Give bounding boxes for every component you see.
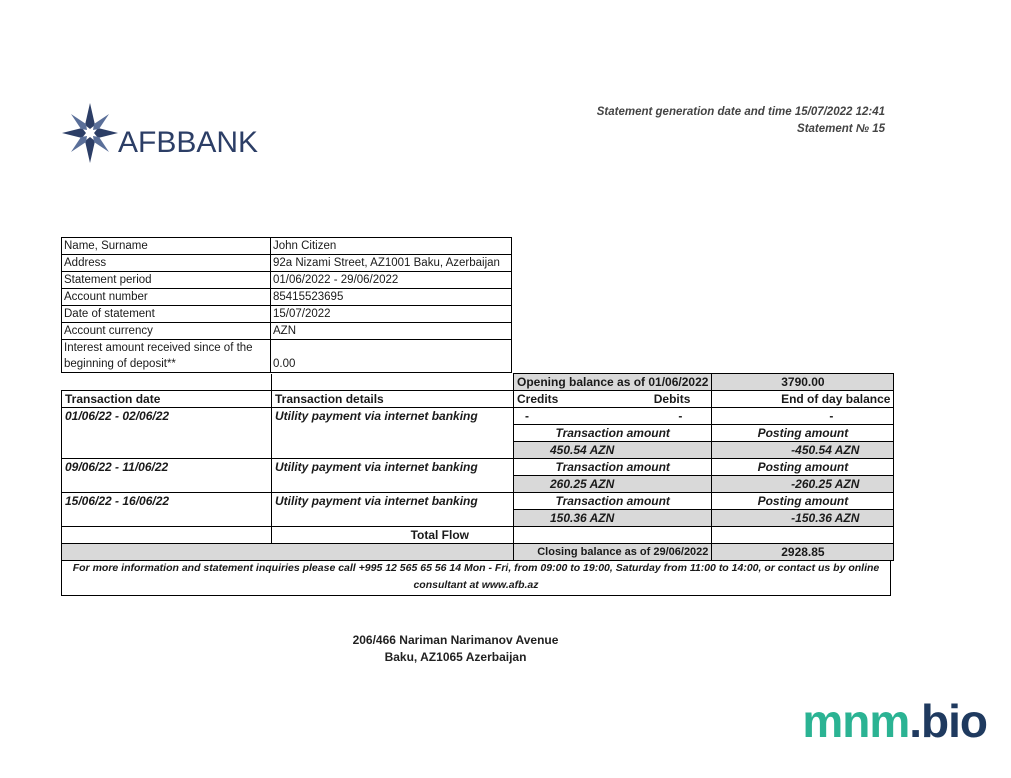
watermark-part-2: .bio xyxy=(909,695,987,747)
tx-amount: 450.54 AZN xyxy=(514,442,712,459)
opening-row xyxy=(62,374,894,391)
tx-date: 15/06/22 - 16/06/22 xyxy=(62,493,272,527)
posting-amount: -260.25 AZN xyxy=(712,476,894,493)
col-date: Transaction date xyxy=(62,391,272,408)
info-value: 92a Nizami Street, AZ1001 Baku, Azerbaijan xyxy=(271,255,512,272)
col-credits: Credits xyxy=(517,392,559,406)
col-details: Transaction details xyxy=(272,391,514,408)
tx-date: 01/06/22 - 02/06/22 xyxy=(62,408,272,459)
posting-amount: -450.54 AZN xyxy=(712,442,894,459)
closing-row xyxy=(62,544,894,561)
address-line-1: 206/466 Nariman Narimanov Avenue xyxy=(352,633,559,647)
posting-amount-label: Posting amount xyxy=(712,425,894,442)
tx-amount-label: Transaction amount xyxy=(514,459,712,476)
table-row xyxy=(62,408,894,425)
posting-amount: -150.36 AZN xyxy=(712,510,894,527)
account-info-table xyxy=(61,237,512,373)
opening-value: 3790.00 xyxy=(712,374,894,391)
table-row xyxy=(62,493,894,510)
info-label: Address xyxy=(62,255,271,272)
address-line-2: Baku, AZ1065 Azerbaijan xyxy=(384,650,527,664)
bank-address xyxy=(0,632,1011,666)
closing-label: Closing balance as of 29/06/2022 xyxy=(514,544,712,561)
info-row xyxy=(62,255,512,272)
info-value: John Citizen xyxy=(271,238,512,255)
credit-dash: - xyxy=(525,409,529,423)
credit-debit-dashes xyxy=(514,408,712,425)
info-row xyxy=(62,340,512,373)
info-value: 0.00 xyxy=(271,340,512,373)
info-label: Date of statement xyxy=(62,306,271,323)
statement-meta xyxy=(597,104,885,138)
col-eod: End of day balance xyxy=(712,391,894,408)
table-row xyxy=(62,459,894,476)
generation-datetime: Statement generation date and time 15/07/2022 12:41 xyxy=(596,106,885,118)
tx-date: 09/06/22 - 11/06/22 xyxy=(62,459,272,493)
bank-logo xyxy=(60,100,300,170)
star-flower-icon xyxy=(60,100,120,166)
bank-name: AFBBANK xyxy=(118,126,259,159)
info-row xyxy=(62,289,512,306)
tx-amount: 260.25 AZN xyxy=(514,476,712,493)
watermark xyxy=(802,694,987,748)
info-label: Statement period xyxy=(62,272,271,289)
info-row xyxy=(62,323,512,340)
info-label: Interest amount received since of the beginning of deposit** xyxy=(62,340,271,373)
info-label: Name, Surname xyxy=(62,238,271,255)
info-value: AZN xyxy=(271,323,512,340)
tx-amount-label: Transaction amount xyxy=(514,493,712,510)
closing-value: 2928.85 xyxy=(712,544,894,561)
watermark-part-1: mnm xyxy=(802,695,910,747)
total-flow-row xyxy=(62,527,894,544)
info-row xyxy=(62,272,512,289)
info-value: 15/07/2022 xyxy=(271,306,512,323)
opening-label: Opening balance as of 01/06/2022 xyxy=(514,374,712,391)
posting-amount-label: Posting amount xyxy=(712,493,894,510)
tx-details: Utility payment via internet banking xyxy=(272,459,514,493)
posting-amount-label: Posting amount xyxy=(712,459,894,476)
info-label: Account currency xyxy=(62,323,271,340)
tx-details: Utility payment via internet banking xyxy=(272,493,514,527)
col-debits: Debits xyxy=(653,392,691,406)
header-row xyxy=(62,391,894,408)
eod-dash: - xyxy=(712,408,894,425)
info-label: Account number xyxy=(62,289,271,306)
col-credits-debits xyxy=(514,391,712,408)
tx-amount: 150.36 AZN xyxy=(514,510,712,527)
transactions-table xyxy=(61,373,894,561)
debit-dash: - xyxy=(678,409,683,423)
tx-amount-label: Transaction amount xyxy=(514,425,712,442)
statement-number: Statement № 15 xyxy=(797,123,885,135)
info-row xyxy=(62,306,512,323)
info-row xyxy=(62,238,512,255)
info-value: 01/06/2022 - 29/06/2022 xyxy=(271,272,512,289)
info-value: 85415523695 xyxy=(271,289,512,306)
total-flow-label: Total Flow xyxy=(272,527,514,544)
footer-note: For more information and statement inquiries please call +995 12 565 65 56 14 Mon - Fri, from 09:00 to 19:00, Saturday from 11:00 to 14:00, or contact us by online consultant at www.afb.az xyxy=(61,560,891,596)
tx-details: Utility payment via internet banking xyxy=(272,408,514,459)
